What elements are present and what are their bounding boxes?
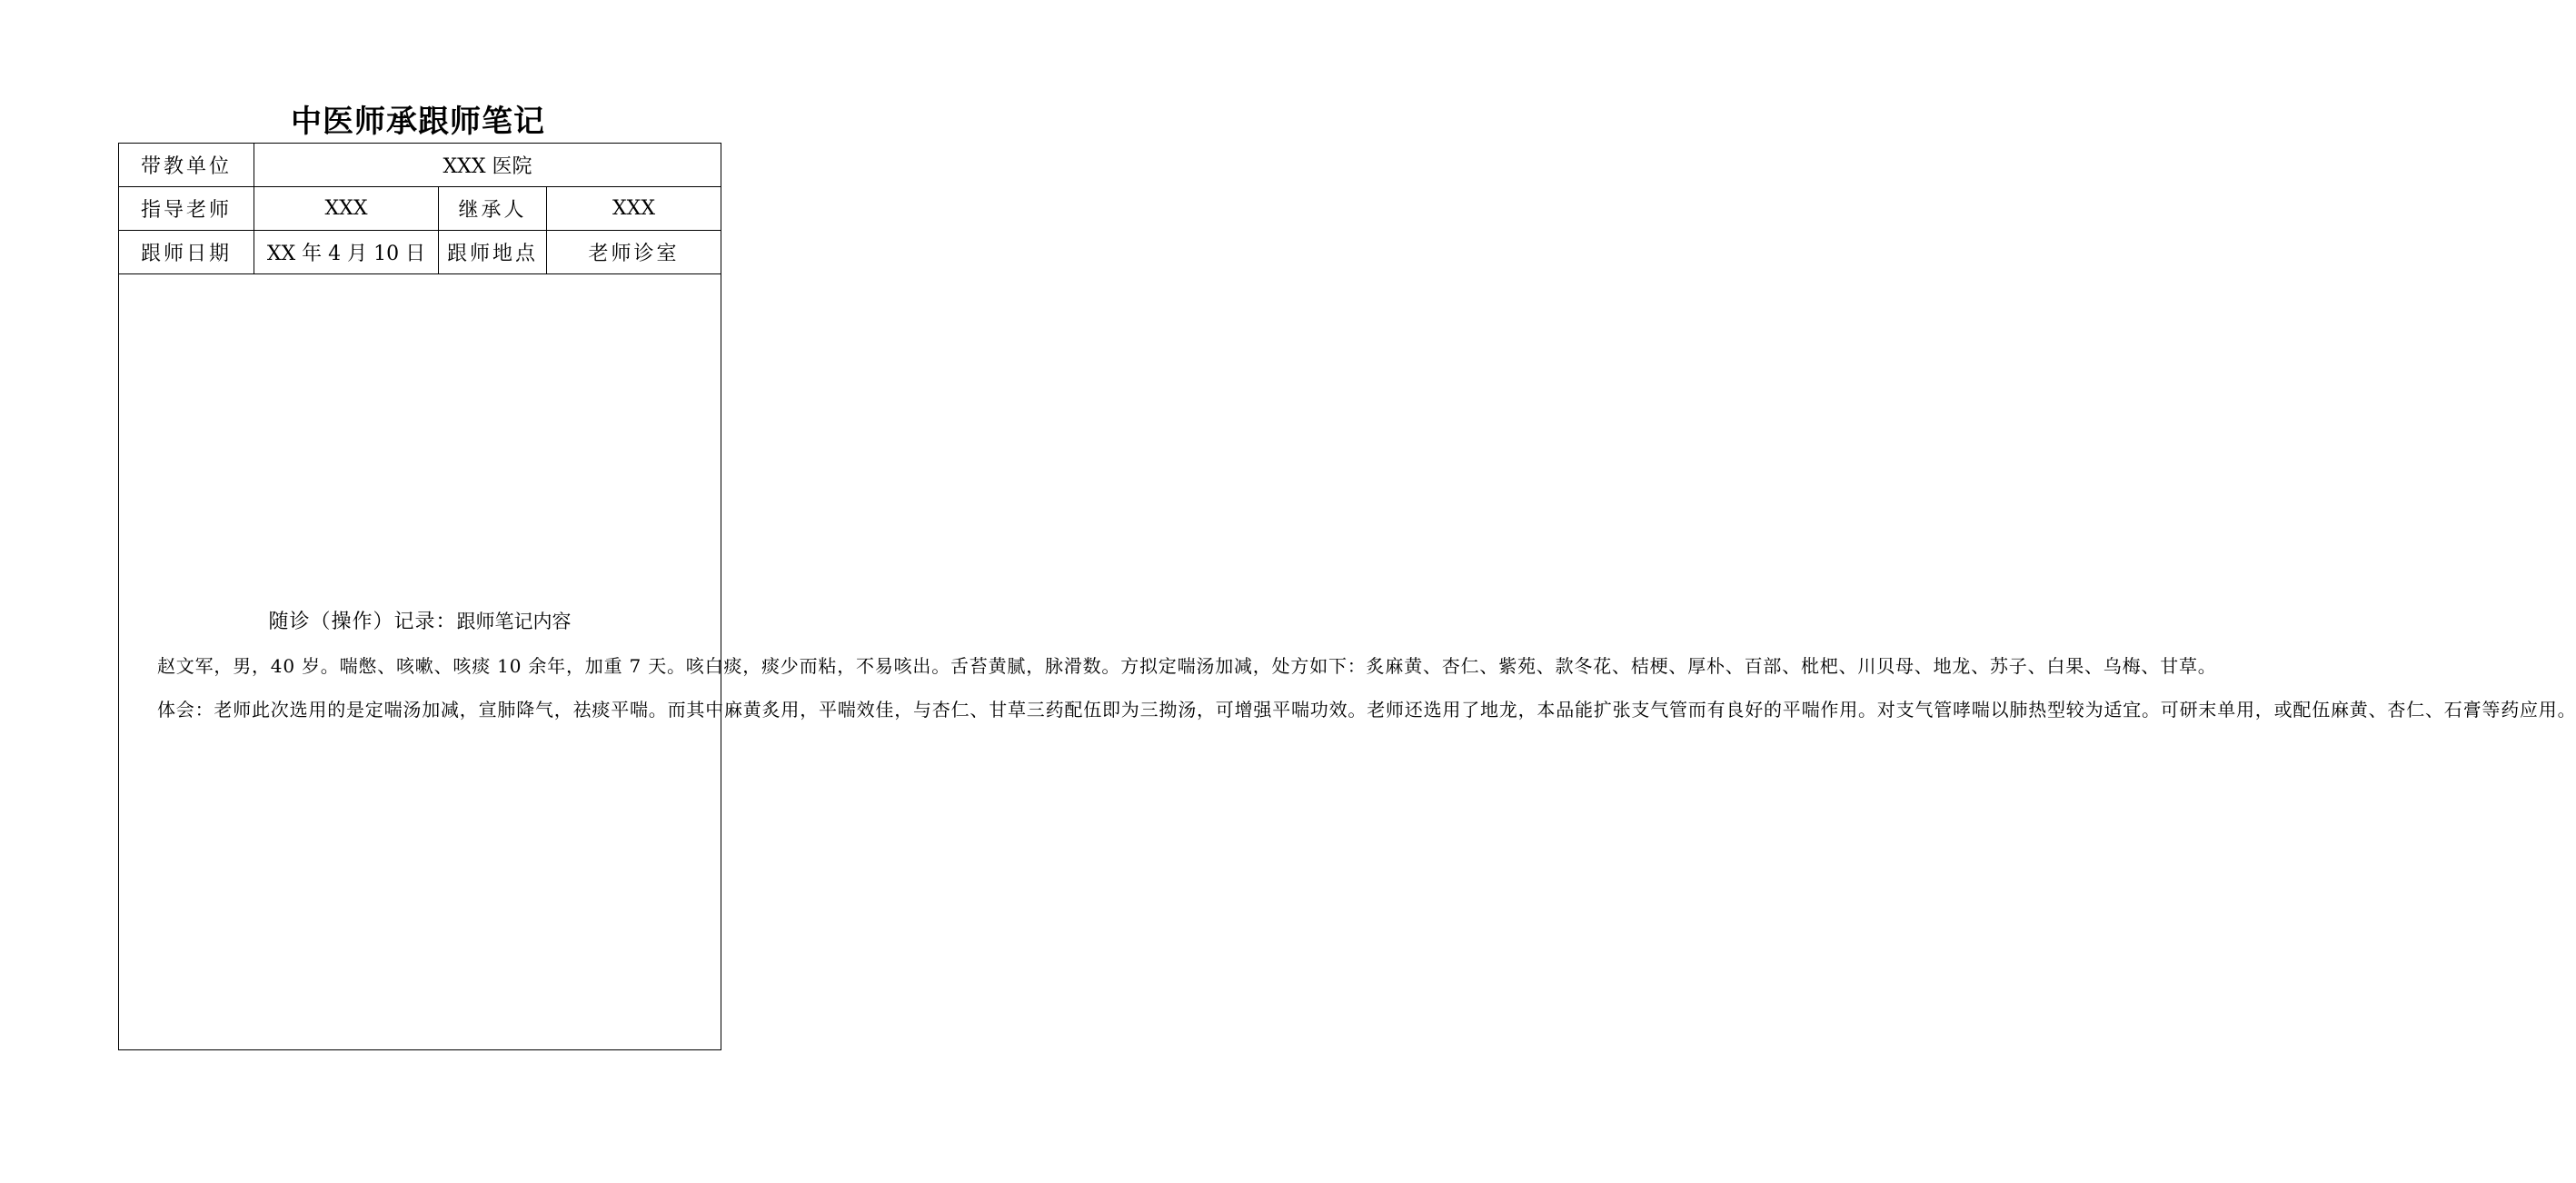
- date-label: 跟师日期: [119, 231, 254, 274]
- case-paragraph: 赵文军，男，40 岁。喘憋、咳嗽、咳痰 10 余年，加重 7 天。咳白痰，痰少而粘，不易咳出。舌苔黄腻，脉滑数。方拟定喘汤加减，处方如下：炙麻黄、杏仁、紫苑、款冬花、桔梗、厚朴、百部、枇杷、川贝母、地龙、苏子、白果、乌梅、甘草。: [157, 654, 2217, 677]
- record-row: [119, 274, 721, 1050]
- follow-notes-form: [118, 143, 2576, 1050]
- unit-value: XXX 医院: [254, 144, 721, 187]
- teacher-label: 指导老师: [119, 187, 254, 231]
- record-heading-label: 随诊（操作）记录：: [268, 610, 457, 633]
- record-heading: [119, 600, 721, 644]
- record-heading-value: 跟师笔记内容: [456, 610, 572, 632]
- heir-label: 继承人: [439, 187, 547, 231]
- teacher-value: XXX: [254, 187, 439, 231]
- document-title: 中医师承跟师笔记: [291, 104, 545, 140]
- date-value: XX 年 4 月 10 日: [254, 231, 439, 274]
- location-value: 老师诊室: [547, 231, 721, 274]
- unit-row: [119, 144, 721, 187]
- teacher-row: [119, 187, 721, 231]
- heir-value: XXX: [547, 187, 721, 231]
- unit-label: 带教单位: [119, 144, 254, 187]
- location-label: 跟师地点: [439, 231, 547, 274]
- reflection-paragraph: 体会：老师此次选用的是定喘汤加减，宣肺降气，祛痰平喘。而其中麻黄炙用，平喘效佳，与杏仁、甘草三药配伍即为三拗汤，可增强平喘功效。老师还选用了地龙，本品能扩张支气管而有良好的平喘作用。对支气管哮喘以肺热型较为适宜。可研末单用，或配伍麻黄、杏仁、石膏等药应用。: [157, 699, 2576, 721]
- date-row: [119, 231, 721, 274]
- record-cell: [119, 274, 2576, 1050]
